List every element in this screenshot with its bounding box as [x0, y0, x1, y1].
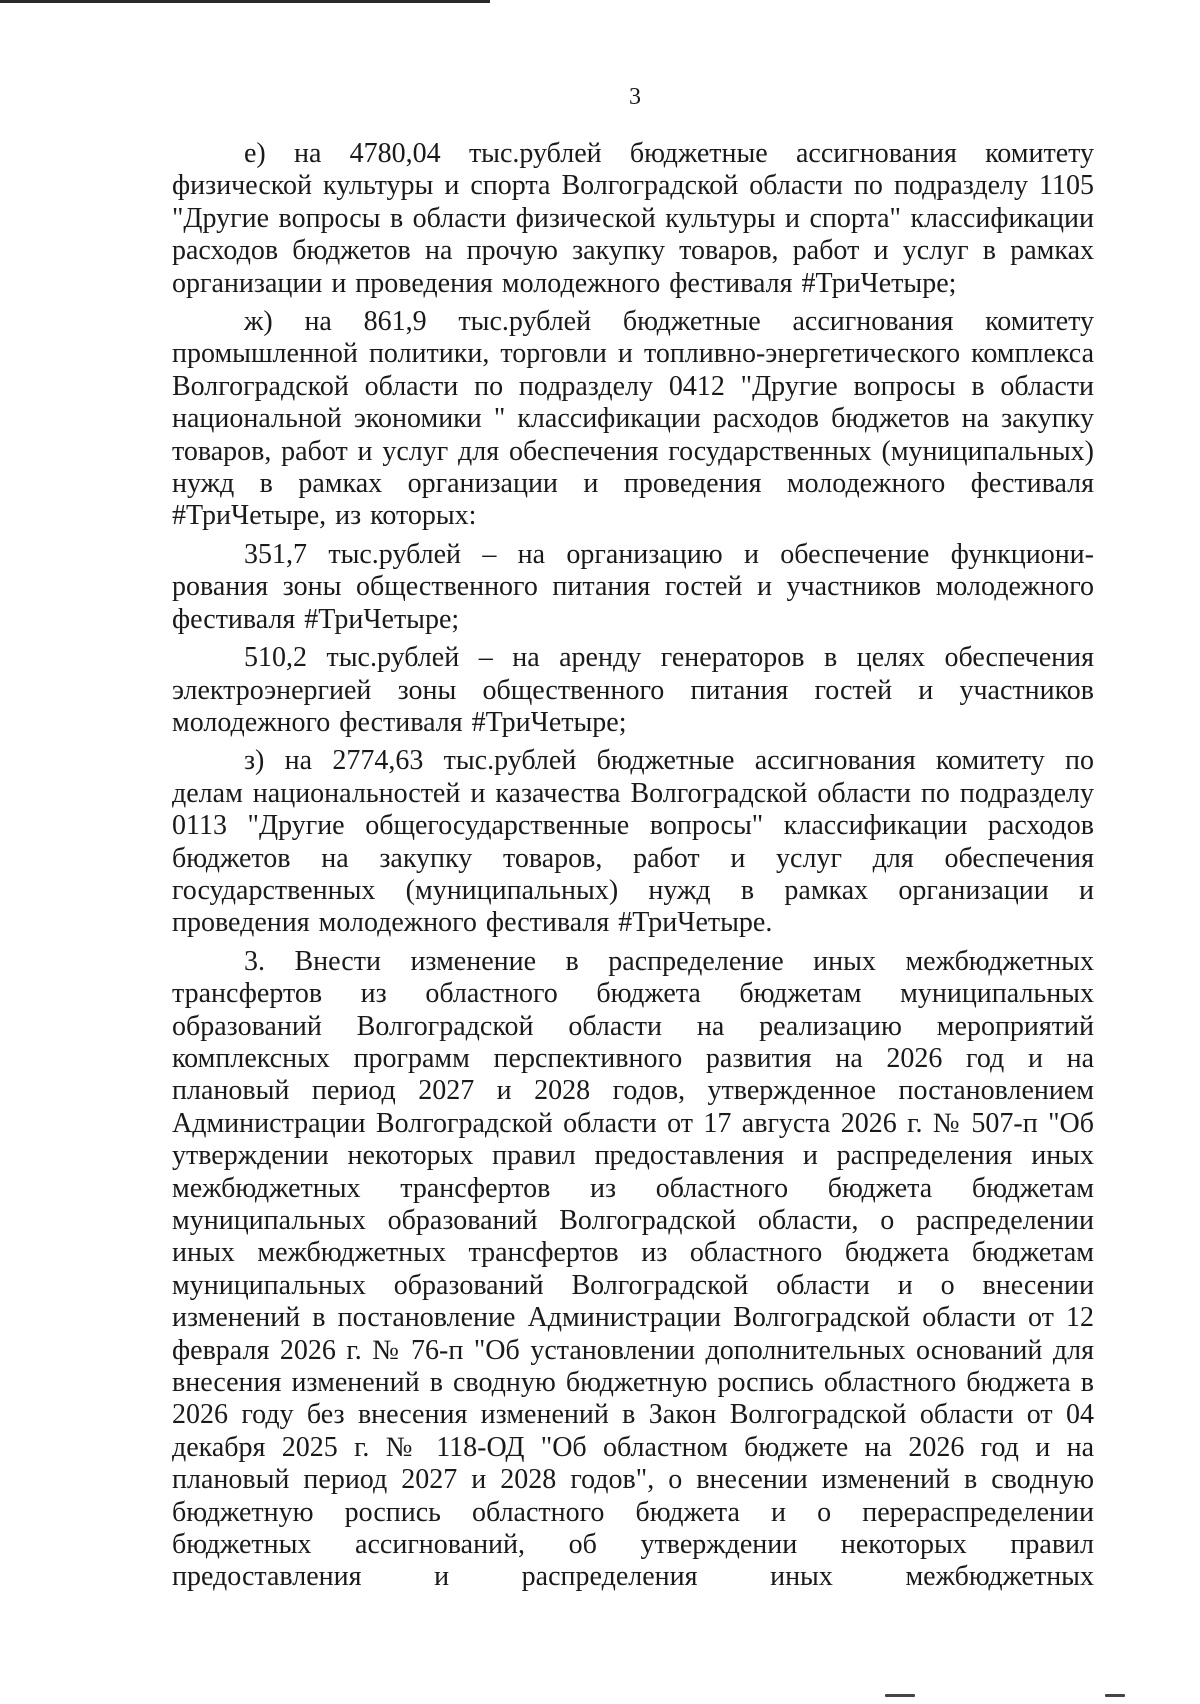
paragraph-z: з) на 2774,63 тыс.рублей бюджетные ассигнования комитету по делам национальностей и казачества Волгоградской области по подразделу 0113 "Другие общегосударственные вопросы" классификации расходов бюджетов на закупку товаров, работ и услуг для обеспечения государственных (муниципальных) нужд в рамках организации и проведения молодежного фестиваля #ТриЧетыре.	[172, 745, 1094, 939]
paragraph-3: 3. Внести изменение в распределение иных межбюджетных трансфертов из областного бюджета бюджетам муниципальных образований Волгоградской области на реализацию мероприятий комплексных программ перспективного развития на 2026 год и на плановый период 2027 и 2028 годов, утвержденное постановлением Администрации Волгоградской области от 17 августа 2026 г. № 507-п "Об утверждении некоторых правил предоставления и распределения иных межбюджетных трансфертов из областного бюджета бюджетам муниципальных образований Волгоградской области, о распределении иных межбюджетных трансфертов из областного бюджета бюджетам муниципальных образований Волгоградской области и о внесении изменений в постановление Администрации Волгоградской области от 12 февраля 2026 г. № 76-п "Об установлении дополнительных оснований для внесения изменений в сводную бюджетную роспись областного бюджета в 2026 году без внесения изменений в Закон Волгоградской области от 04 декабря 2025 г. № 118-ОД "Об областном бюджете на 2026 год и на плановый период 2027 и 2028 годов", о внесении изменений в сводную бюджетную роспись областного бюджета и о перераспределении бюджетных ассигнований, об утверждении некоторых правил предоставления и распределения иных межбюджетных	[172, 945, 1094, 1593]
paragraph-zh: ж) на 861,9 тыс.рублей бюджетные ассигнования комитету промышленной политики, торговли и топливно-энергетического комплекса Волгоградской области по подразделу 0412 "Другие вопросы в области национальной экономики " классификации расходов бюджетов на закупку товаров, работ и услуг для обеспечения государственных (муниципальных) нужд в рамках организации и проведения молодежного фестиваля #ТриЧетыре, из которых:	[172, 306, 1094, 532]
scan-artifact-mark	[885, 1694, 915, 1697]
document-body	[172, 138, 1094, 1600]
paragraph-sub-1: 351,7 тыс.рублей – на организацию и обеспечение функционирования зоны общественного питания гостей и участников молодежного фестиваля #ТриЧетыре;	[172, 538, 1094, 635]
paragraph-e: е) на 4780,04 тыс.рублей бюджетные ассигнования комитету физической культуры и спорта Волгоградской области по подразделу 1105 "Другие вопросы в области физической культуры и спорта" классификации расходов бюджетов на прочую закупку товаров, работ и услуг в рамках организации и проведения молодежного фестиваля #ТриЧетыре;	[172, 138, 1094, 299]
scan-artifact-mark	[1105, 1694, 1125, 1697]
page-number: 3	[629, 84, 641, 110]
scan-edge-line	[0, 0, 490, 3]
paragraph-sub-2: 510,2 тыс.рублей – на аренду генераторов в целях обеспечения электроэнергией зоны общественного питания гостей и участников молодежного фестиваля #ТриЧетыре;	[172, 642, 1094, 738]
